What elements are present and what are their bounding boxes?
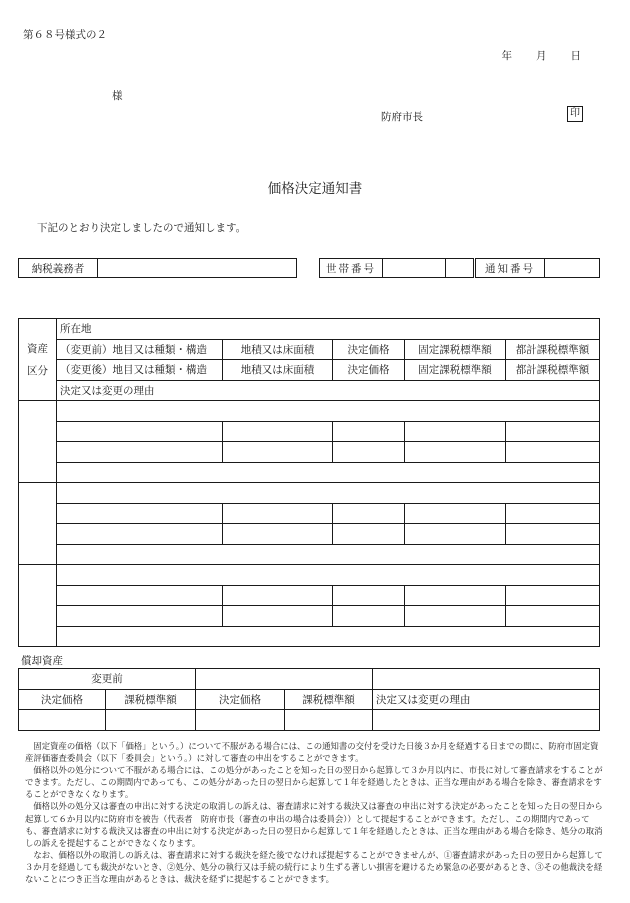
note-paragraph: 固定資産の価格（以下「価格」という。）について不服がある場合には、この通知書の交付を受けた日後３か月を経過する日までの間に、防府市固定資産評価審査委員会（以下「委員会」という。）に対して審査の申出をすることができます。 bbox=[25, 741, 599, 764]
depreciable-assets-table bbox=[18, 668, 600, 731]
before-change-header: 変更前 bbox=[19, 669, 196, 690]
area-cell[interactable] bbox=[223, 421, 333, 442]
date-month-label: 月 bbox=[536, 50, 547, 62]
col-price-header: 決定価格 bbox=[333, 360, 405, 381]
price-cell[interactable] bbox=[333, 524, 405, 545]
area-cell[interactable] bbox=[223, 606, 333, 627]
price-cell[interactable] bbox=[333, 606, 405, 627]
after-price-header: 決定価格 bbox=[196, 689, 285, 710]
date-line bbox=[381, 48, 581, 63]
asset-category-cell[interactable] bbox=[19, 401, 57, 483]
asset-table bbox=[18, 318, 600, 647]
asset-category-cell[interactable] bbox=[19, 483, 57, 565]
fixed-base-cell[interactable] bbox=[405, 503, 506, 524]
before-base-cell[interactable] bbox=[106, 710, 196, 731]
city-base-cell[interactable] bbox=[506, 421, 600, 442]
note-paragraph: なお、価格以外の取消しの訴えは、審査請求に対する裁決を経た後でなければ提起することができませんが、①審査請求があった日の翌日から起算して３か月を経過しても裁決がないとき、②処分、処分の執行又は手続の続行により生ずる著しい損害を避けるため緊急の必要があるとき、③その他裁決を経ないことにつき正当な理由があるときは、裁決を経ずに提起することができます。 bbox=[25, 849, 603, 885]
after-base-cell[interactable] bbox=[285, 710, 373, 731]
fixed-base-cell[interactable] bbox=[405, 606, 506, 627]
fixed-base-cell[interactable] bbox=[405, 442, 506, 463]
area-cell[interactable] bbox=[223, 442, 333, 463]
area-cell[interactable] bbox=[223, 585, 333, 606]
reason-cell[interactable] bbox=[57, 462, 600, 483]
city-base-cell[interactable] bbox=[506, 442, 600, 463]
seal-mark: 印 bbox=[567, 106, 583, 122]
household-field-2[interactable] bbox=[446, 259, 474, 278]
dep-reason-cell[interactable] bbox=[373, 710, 600, 731]
col-city-base-header: 都計課税標準額 bbox=[506, 360, 600, 381]
fixed-base-cell[interactable] bbox=[405, 585, 506, 606]
city-base-cell[interactable] bbox=[506, 524, 600, 545]
depreciable-assets-label: 償却資産 bbox=[21, 655, 63, 667]
reason-header: 決定又は変更の理由 bbox=[57, 380, 600, 401]
date-day-label: 日 bbox=[570, 50, 581, 62]
before-type-header: （変更前）地目又は種類・構造 bbox=[57, 339, 223, 360]
type-cell[interactable] bbox=[57, 606, 223, 627]
area-cell[interactable] bbox=[223, 503, 333, 524]
after-price-cell[interactable] bbox=[196, 710, 285, 731]
household-field-1[interactable] bbox=[383, 259, 446, 278]
col-area-header: 地積又は床面積 bbox=[223, 339, 333, 360]
city-base-cell[interactable] bbox=[506, 606, 600, 627]
price-cell[interactable] bbox=[333, 421, 405, 442]
location-cell[interactable] bbox=[57, 483, 600, 504]
taxpayer-field[interactable] bbox=[98, 259, 297, 278]
issuer-name: 防府市長 bbox=[381, 111, 423, 123]
col-area-header: 地積又は床面積 bbox=[223, 360, 333, 381]
after-change-header bbox=[196, 669, 373, 690]
note-paragraph: 価格以外の処分又は審査の申出に対する決定の取消しの訴えは、審査請求に対する裁決又は審査の申出に対する決定があったことを知った日の翌日から起算して６か月以内に防府市を被告（代表者 防府市長（審査の申出の場合は委員会））として提起することができます。ただし、この期間内であっても、審査請求に対する裁決又は審査の申出に対する決定があった日の翌日から起算して１年を経過したときは、正当な理由がある場合を除き、処分の取消しの訴えを提起することができなくなります。 bbox=[25, 801, 603, 848]
area-cell[interactable] bbox=[223, 524, 333, 545]
city-base-cell[interactable] bbox=[506, 585, 600, 606]
price-cell[interactable] bbox=[333, 585, 405, 606]
location-header: 所在地 bbox=[57, 319, 600, 340]
before-base-header: 課税標準額 bbox=[106, 689, 196, 710]
notice-box bbox=[475, 258, 600, 278]
type-cell[interactable] bbox=[57, 421, 223, 442]
household-label: 世帯番号 bbox=[320, 259, 383, 278]
asset-category-cell[interactable] bbox=[19, 565, 57, 647]
col-city-base-header: 都計課税標準額 bbox=[506, 339, 600, 360]
fixed-base-cell[interactable] bbox=[405, 524, 506, 545]
after-base-header: 課税標準額 bbox=[285, 689, 373, 710]
asset-category-label: 資産 区分 bbox=[19, 319, 57, 401]
addressee-honorific: 様 bbox=[112, 90, 123, 102]
note-paragraph: 価格以外の処分について不服がある場合には、この処分があったことを知った日の翌日から起算して３か月以内に、市長に対して審査請求をすることができます。ただし、この期間内であっても、この処分があった日の翌日から起算して１年を経過したときは、正当な理由がある場合を除き、審査請求をすることができなくなります。 bbox=[25, 765, 603, 800]
type-cell[interactable] bbox=[57, 503, 223, 524]
intro-text: 下記のとおり決定しましたので通知します。 bbox=[37, 222, 247, 234]
dep-reason-header: 決定又は変更の理由 bbox=[373, 689, 600, 710]
col-fixed-base-header: 固定課税標準額 bbox=[405, 339, 506, 360]
after-type-header: （変更後）地目又は種類・構造 bbox=[57, 360, 223, 381]
taxpayer-label: 納税義務者 bbox=[19, 259, 98, 278]
before-price-cell[interactable] bbox=[19, 710, 106, 731]
fixed-base-cell[interactable] bbox=[405, 421, 506, 442]
notice-label: 通知番号 bbox=[476, 259, 545, 278]
taxpayer-box bbox=[18, 258, 297, 278]
notes-section bbox=[25, 740, 605, 885]
document-title: 価格決定通知書 bbox=[267, 181, 363, 197]
location-cell[interactable] bbox=[57, 401, 600, 422]
before-price-header: 決定価格 bbox=[19, 689, 106, 710]
col-fixed-base-header: 固定課税標準額 bbox=[405, 360, 506, 381]
col-price-header: 決定価格 bbox=[333, 339, 405, 360]
price-cell[interactable] bbox=[333, 442, 405, 463]
form-number: 第６８号様式の２ bbox=[23, 29, 107, 41]
location-cell[interactable] bbox=[57, 565, 600, 586]
household-box bbox=[319, 258, 474, 278]
reason-cell[interactable] bbox=[57, 626, 600, 647]
type-cell[interactable] bbox=[57, 585, 223, 606]
city-base-cell[interactable] bbox=[506, 503, 600, 524]
reason-cell[interactable] bbox=[57, 544, 600, 565]
reason-header-blank bbox=[373, 669, 600, 690]
type-cell[interactable] bbox=[57, 524, 223, 545]
price-cell[interactable] bbox=[333, 503, 405, 524]
date-year-label: 年 bbox=[501, 50, 512, 62]
notice-field[interactable] bbox=[545, 259, 600, 278]
type-cell[interactable] bbox=[57, 442, 223, 463]
